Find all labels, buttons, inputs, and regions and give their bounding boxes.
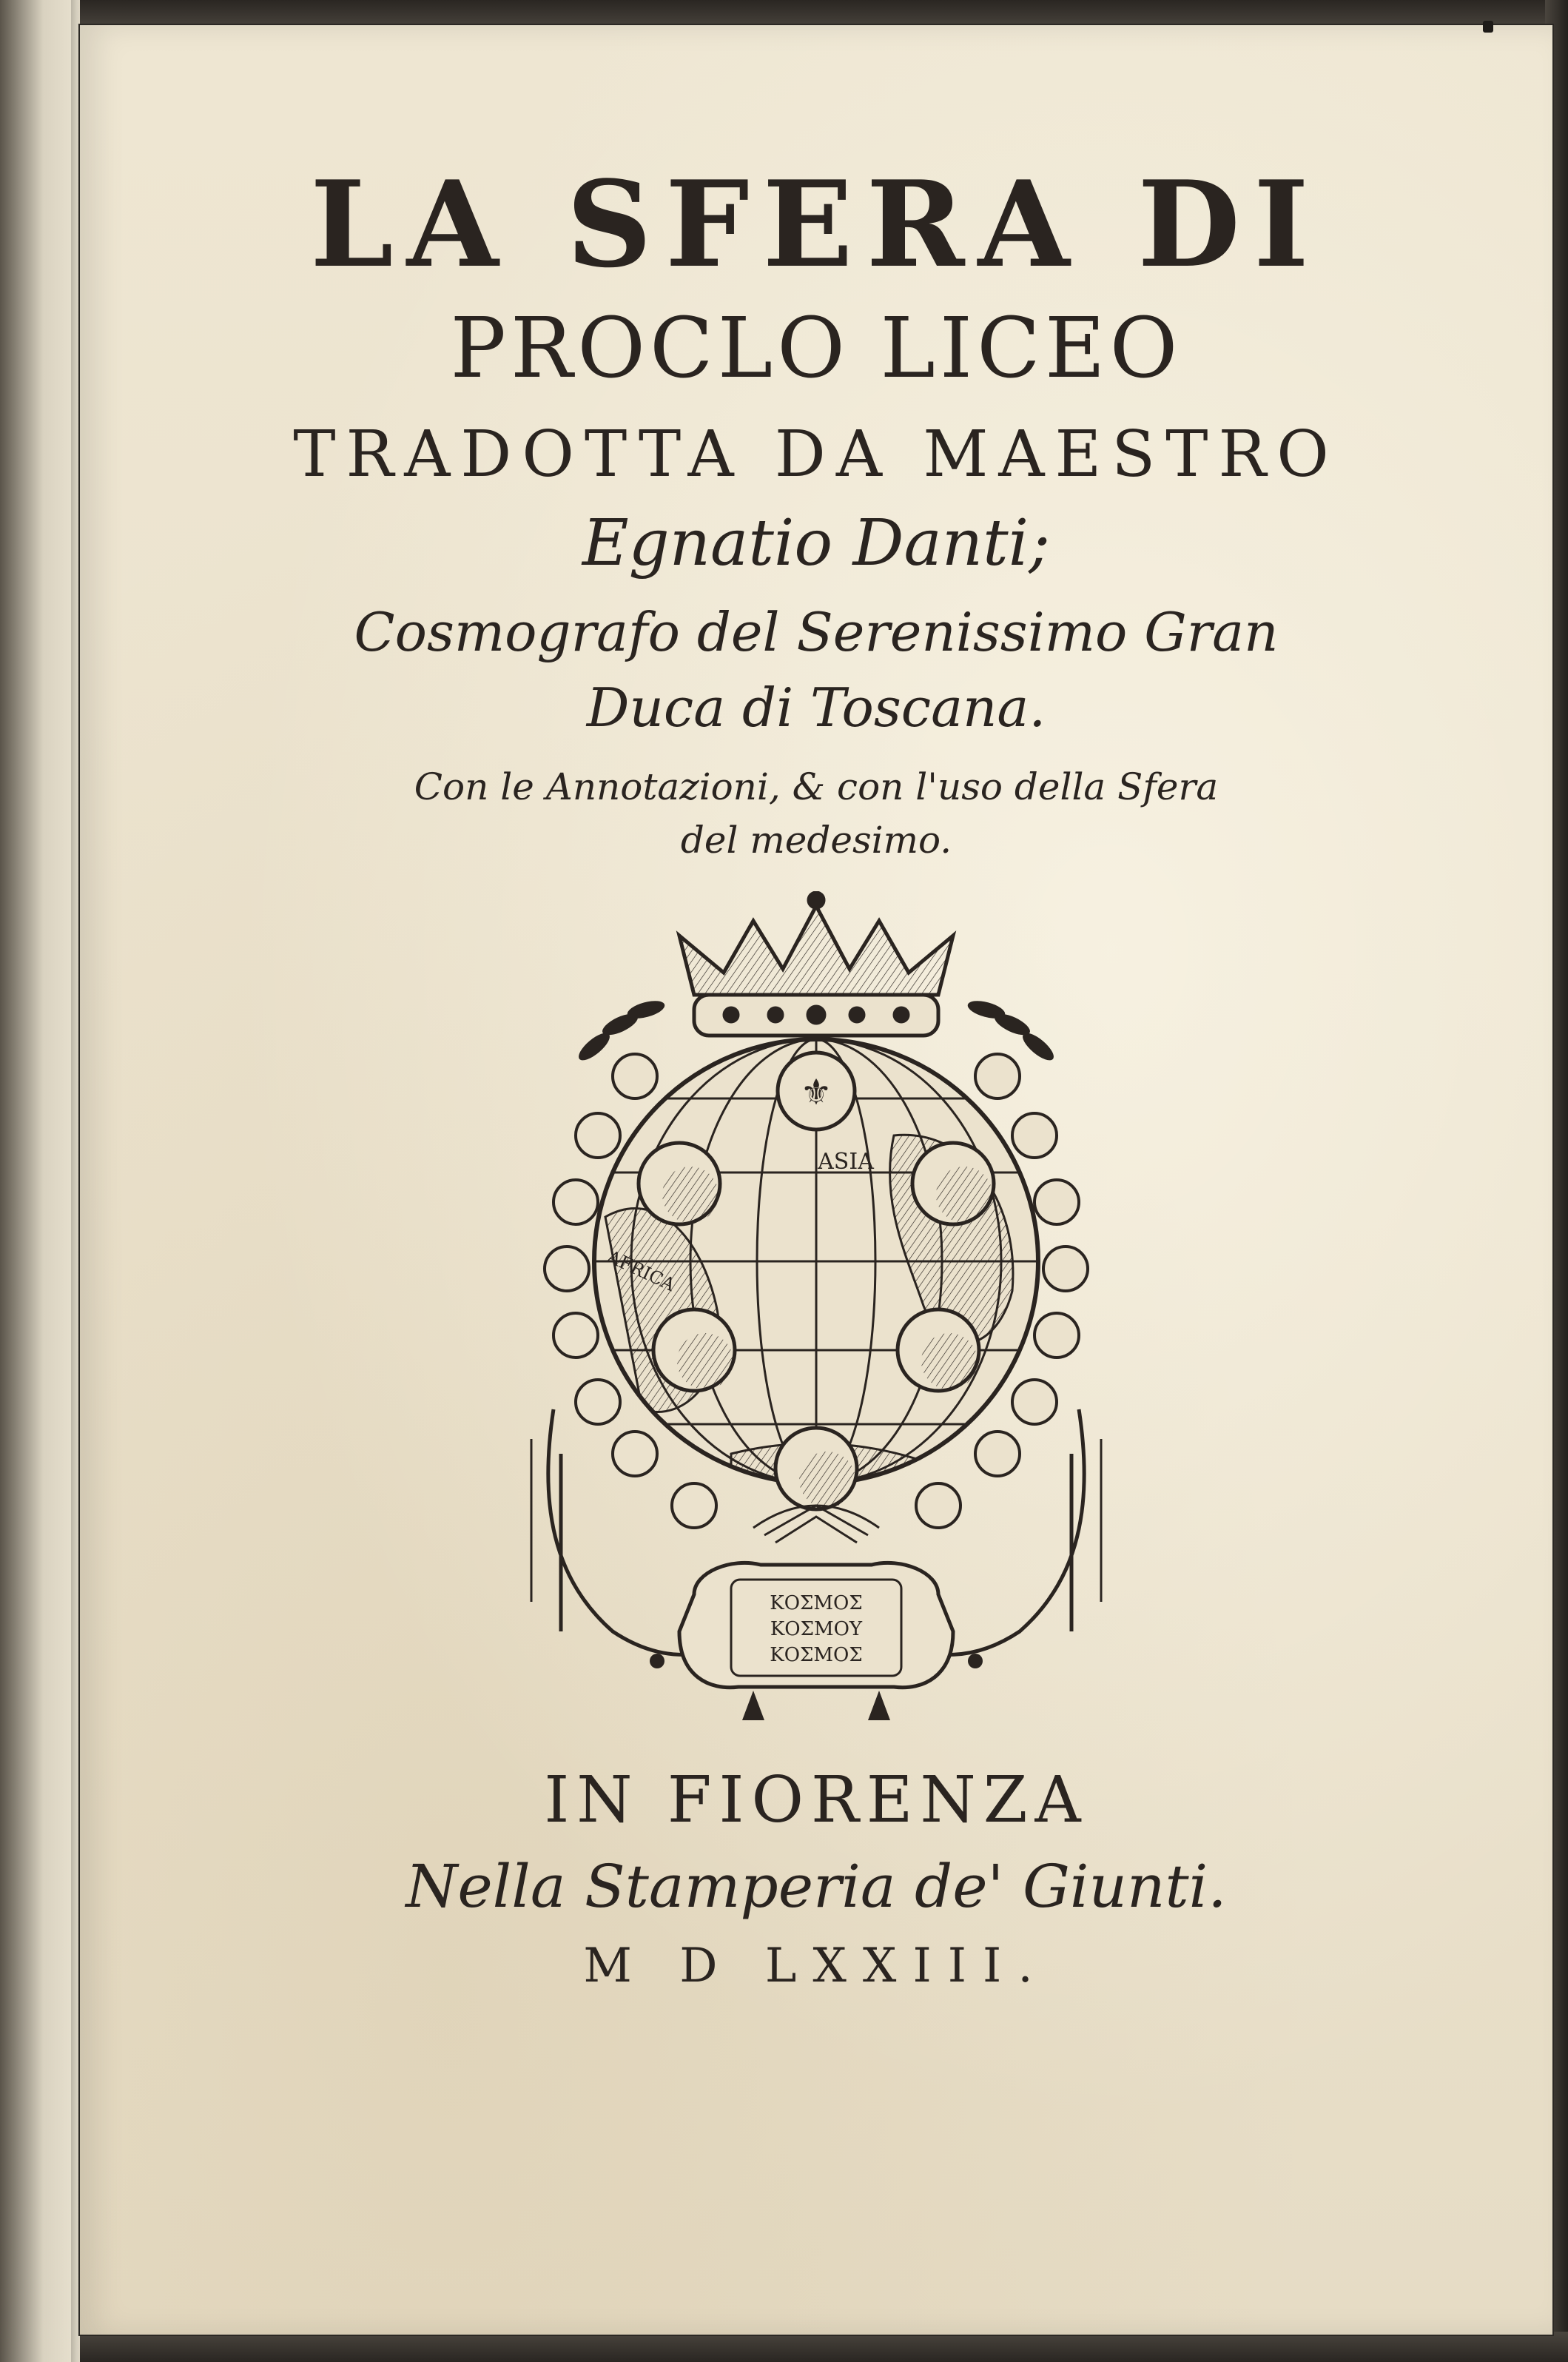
imprint-printer: Nella Stamperia de' Giunti. — [406, 1852, 1227, 1921]
title-line-1: LA SFERA DI — [310, 155, 1322, 294]
imprint-place: IN FIORENZA — [544, 1763, 1088, 1837]
cartouche-line-1: ΚΟΣΜΟΣ — [770, 1592, 863, 1614]
translator-title-1: Cosmografo del Serenissimo Gran — [354, 601, 1279, 663]
subtitle-line-1: Con le Annotazioni, & con l'uso della Sfera — [414, 765, 1219, 808]
title-page — [80, 25, 1552, 2335]
crown-icon — [679, 893, 953, 1036]
title-line-2: PROCLO LICEO — [450, 301, 1182, 397]
globe-icon — [594, 1039, 1038, 1509]
translator-name: Egnatio Danti; — [582, 506, 1051, 580]
subtitle-line-2: del medesimo. — [680, 819, 952, 862]
svg-text:⚜: ⚜ — [800, 1072, 832, 1113]
globe-label-africa: AFRICA — [604, 1246, 679, 1295]
cartouche-line-2: ΚΟΣΜΟΥ — [770, 1618, 863, 1640]
cartouche — [679, 1563, 953, 1687]
ink-mark — [1483, 21, 1493, 33]
imprint-year: M D LXXIII. — [583, 1939, 1049, 1993]
title-line-3: TRADOTTA DA MAESTRO — [293, 417, 1339, 491]
printers-device-emblem — [509, 891, 1123, 1728]
cartouche-line-3: ΚΟΣΜΟΣ — [770, 1644, 863, 1666]
translator-title-2: Duca di Toscana. — [586, 677, 1046, 739]
bottom-shadow — [80, 2332, 1568, 2362]
globe-label-asia: ASIA — [818, 1149, 874, 1175]
